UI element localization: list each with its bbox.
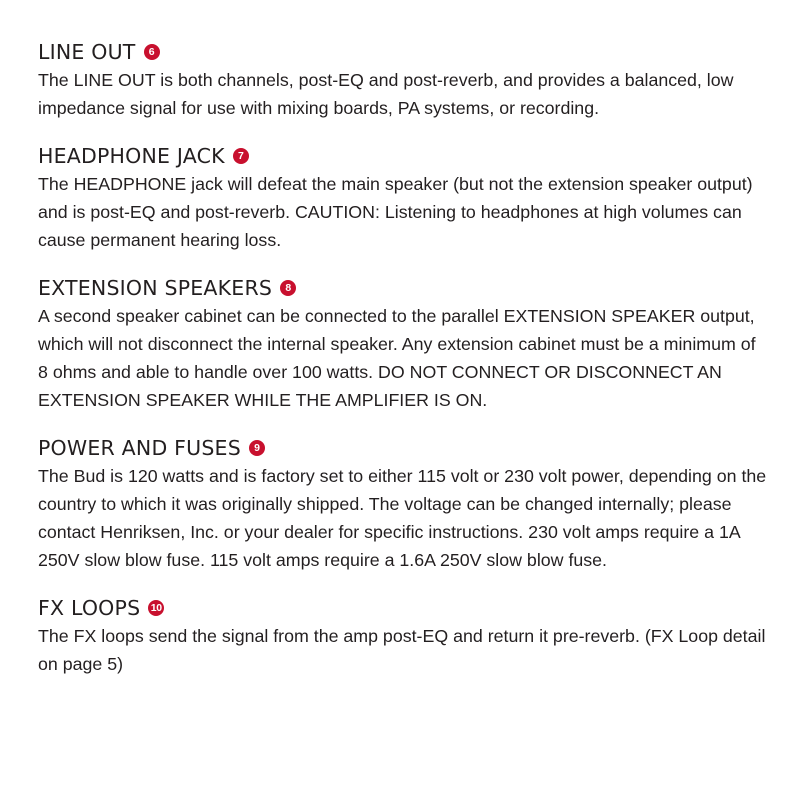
section-power-and-fuses xyxy=(38,434,768,574)
section-title: HEADPHONE JACK xyxy=(38,144,225,168)
section-title: LINE OUT xyxy=(38,40,136,64)
section-heading xyxy=(38,594,768,622)
callout-number-badge: 7 xyxy=(233,148,249,164)
section-title: EXTENSION SPEAKERS xyxy=(38,276,273,300)
manual-page xyxy=(38,38,768,698)
section-heading xyxy=(38,434,768,462)
section-heading xyxy=(38,274,768,302)
callout-number-badge: 10 xyxy=(148,600,164,616)
section-body: A second speaker cabinet can be connected to the parallel EXTENSION SPEAKER output, which will not disconnect the internal speaker. Any extension cabinet must be a minimum of 8 ohms and able to handle over 100 watts. DO NOT CONNECT OR DISCONNECT AN EXTENSION SPEAKER WHILE THE AMPLIFIER IS ON. xyxy=(38,306,756,410)
section-line-out xyxy=(38,38,768,122)
callout-number-badge: 9 xyxy=(249,440,265,456)
section-headphone-jack xyxy=(38,142,768,254)
callout-number-badge: 6 xyxy=(144,44,160,60)
section-body: The LINE OUT is both channels, post-EQ and post-reverb, and provides a balanced, low impedance signal for use with mixing boards, PA systems, or recording. xyxy=(38,70,734,118)
section-body: The HEADPHONE jack will defeat the main speaker (but not the extension speaker output) and is post-EQ and post-reverb. CAUTION: Listening to headphones at high volumes can cause permanent hearing loss. xyxy=(38,174,753,250)
section-body: The Bud is 120 watts and is factory set to either 115 volt or 230 volt power, depending on the country to which it was originally shipped. The voltage can be changed internally; please contact Henriksen, Inc. or your dealer for specific instructions. 230 volt amps require a 1A 250V slow blow fuse. 115 volt amps require a 1.6A 250V slow blow fuse. xyxy=(38,466,767,570)
section-title: POWER AND FUSES xyxy=(38,436,241,460)
section-body: The FX loops send the signal from the amp post-EQ and return it pre-reverb. (FX Loop detail on page 5) xyxy=(38,626,766,674)
section-extension-speakers xyxy=(38,274,768,414)
section-heading xyxy=(38,142,768,170)
section-fx-loops xyxy=(38,594,768,678)
callout-number-badge: 8 xyxy=(280,280,296,296)
section-heading xyxy=(38,38,768,66)
section-title: FX LOOPS xyxy=(38,596,141,620)
